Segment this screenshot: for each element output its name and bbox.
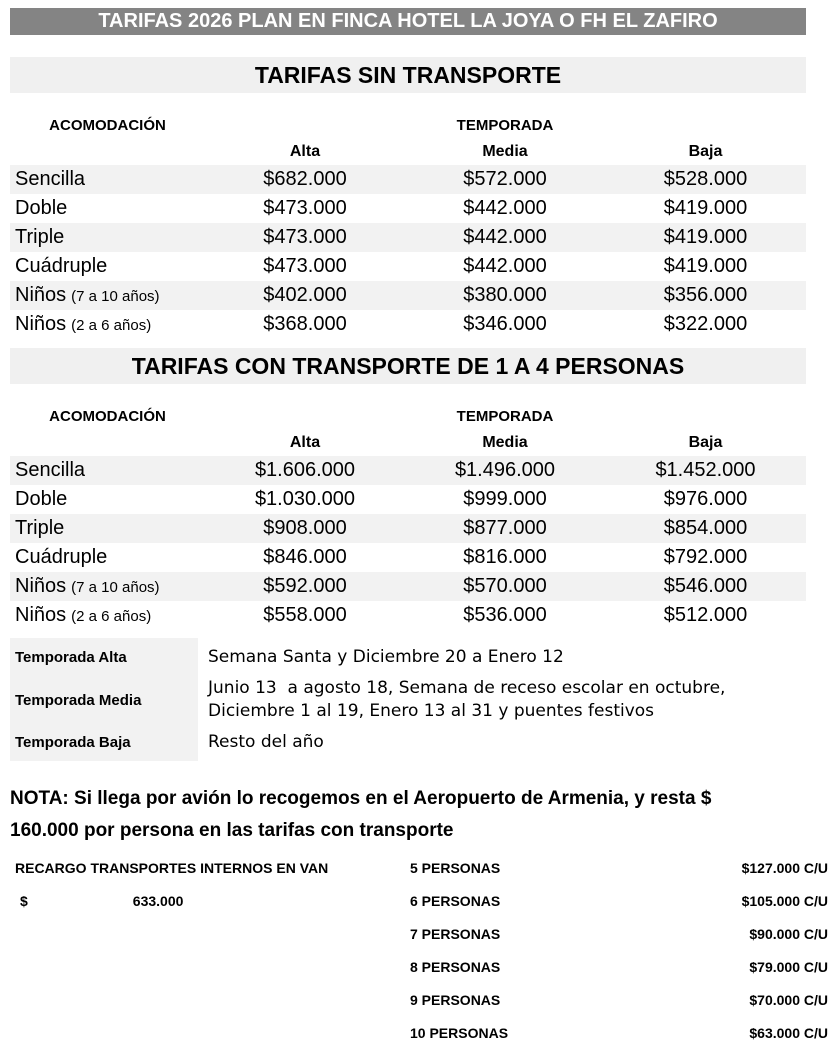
price-baja: $512.000 — [663, 604, 748, 626]
price-alta: $473.000 — [263, 197, 347, 219]
price-baja: $419.000 — [663, 226, 748, 248]
season-description-text: Semana Santa y Diciembre 20 a Enero 12 — [208, 646, 564, 667]
price-baja: $419.000 — [663, 255, 748, 277]
column-header-media: Media — [482, 433, 528, 451]
table-row — [10, 281, 806, 310]
accommodation-header: ACOMODACIÓN — [49, 117, 166, 134]
price-baja: $546.000 — [663, 575, 748, 597]
price-media: $816.000 — [463, 546, 547, 568]
section-title-con-transporte: TARIFAS CON TRANSPORTE DE 1 A 4 PERSONAS — [10, 348, 806, 384]
price-media: $536.000 — [463, 604, 547, 626]
table-header-group-row — [10, 113, 806, 138]
van-surcharge-title: RECARGO TRANSPORTES INTERNOS EN VAN — [15, 859, 329, 876]
price-media: $1.496.000 — [454, 459, 556, 481]
price-alta: $1.030.000 — [254, 488, 356, 510]
table-header-seasons-row — [10, 138, 806, 165]
price-alta: $473.000 — [263, 226, 347, 248]
price-alta: $1.606.000 — [254, 459, 356, 481]
accommodation-name: Sencilla — [15, 168, 86, 190]
price-alta: $473.000 — [263, 255, 347, 277]
column-header-alta: Alta — [289, 433, 321, 451]
table-row — [10, 572, 806, 601]
van-price: $90.000 C/U — [749, 925, 828, 942]
table-sin-transporte — [10, 113, 806, 339]
price-alta: $846.000 — [263, 546, 347, 568]
tariff-sheet — [10, 8, 828, 1046]
van-persons: 9 PERSONAS — [410, 991, 501, 1008]
currency-symbol: $ — [20, 892, 28, 909]
season-group-header: TEMPORADA — [456, 408, 554, 425]
price-baja: $792.000 — [663, 546, 748, 568]
table-row — [10, 252, 806, 281]
accommodation-name: Doble — [15, 197, 68, 219]
table-con-transporte — [10, 404, 806, 630]
price-alta: $402.000 — [263, 284, 347, 306]
accommodation-name: Triple — [15, 517, 65, 539]
van-surcharge-amount — [10, 893, 400, 909]
price-media: $570.000 — [463, 575, 547, 597]
accommodation-name: Niños — [15, 575, 67, 597]
van-persons: 5 PERSONAS — [410, 859, 501, 876]
table-row — [10, 194, 806, 223]
price-baja: $322.000 — [663, 313, 748, 335]
season-description-text: Junio 13 a agosto 18, Semana de receso escolar en octubre, Diciembre 1 al 19, Enero 13 al 31 y puentes festivos — [208, 678, 731, 721]
price-media: $572.000 — [463, 168, 547, 190]
age-note: (7 a 10 años) — [71, 288, 160, 305]
season-group-header: TEMPORADA — [456, 117, 554, 134]
season-description-baja — [198, 724, 806, 761]
van-persons: 7 PERSONAS — [410, 925, 501, 942]
van-persons: 8 PERSONAS — [410, 958, 501, 975]
accommodation-name: Cuádruple — [15, 255, 108, 277]
column-header-baja: Baja — [688, 433, 723, 451]
van-persons: 6 PERSONAS — [410, 892, 501, 909]
accommodation-name: Cuádruple — [15, 546, 108, 568]
price-media: $380.000 — [463, 284, 547, 306]
price-baja: $419.000 — [663, 197, 748, 219]
column-header-baja: Baja — [688, 142, 723, 160]
price-media: $877.000 — [463, 517, 547, 539]
price-alta: $558.000 — [263, 604, 347, 626]
van-price: $70.000 C/U — [749, 991, 828, 1008]
season-description-alta — [198, 638, 806, 676]
accommodation-header: ACOMODACIÓN — [49, 408, 166, 425]
title-banner: TARIFAS 2026 PLAN EN FINCA HOTEL LA JOYA O FH EL ZAFIRO — [10, 8, 806, 35]
price-alta: $908.000 — [263, 517, 347, 539]
van-surcharge-section — [10, 851, 830, 1046]
column-header-media: Media — [482, 142, 528, 160]
price-alta: $368.000 — [263, 313, 347, 335]
table-row — [10, 456, 806, 485]
accommodation-name: Doble — [15, 488, 68, 510]
age-note: (2 a 6 años) — [71, 608, 152, 625]
van-persons: 10 PERSONAS — [410, 1024, 509, 1041]
price-baja: $356.000 — [663, 284, 748, 306]
van-price: $79.000 C/U — [749, 958, 828, 975]
section-title-sin-transporte: TARIFAS SIN TRANSPORTE — [10, 57, 806, 93]
accommodation-name: Triple — [15, 226, 65, 248]
table-row — [10, 543, 806, 572]
season-label-media: Temporada Media — [10, 676, 198, 724]
table-header-group-row — [10, 404, 806, 429]
accommodation-name: Niños — [15, 604, 67, 626]
accommodation-name: Sencilla — [15, 459, 86, 481]
accommodation-name: Niños — [15, 284, 67, 306]
price-alta: $592.000 — [263, 575, 347, 597]
age-note: (2 a 6 años) — [71, 317, 152, 334]
amount-value: 633.000 — [132, 892, 184, 909]
table-row — [10, 514, 806, 543]
table-row — [10, 310, 806, 339]
price-media: $346.000 — [463, 313, 547, 335]
table-row — [10, 165, 806, 194]
season-label-baja: Temporada Baja — [10, 724, 198, 761]
season-label-alta: Temporada Alta — [10, 638, 198, 676]
price-baja: $1.452.000 — [655, 459, 756, 481]
table-row — [10, 485, 806, 514]
van-price: $127.000 C/U — [741, 859, 828, 876]
price-baja: $528.000 — [663, 168, 748, 190]
accommodation-name: Niños — [15, 313, 67, 335]
price-media: $442.000 — [463, 197, 547, 219]
season-description-text: Resto del año — [208, 732, 324, 752]
price-media: $999.000 — [463, 488, 547, 510]
airport-note: NOTA: Si llega por avión lo recogemos en el Aeropuerto de Armenia, y resta $ 160.000 por persona en las tarifas con transporte — [10, 788, 712, 841]
table-header-seasons-row — [10, 429, 806, 456]
price-media: $442.000 — [463, 255, 547, 277]
season-definitions — [10, 638, 806, 761]
price-media: $442.000 — [463, 226, 547, 248]
van-price: $63.000 C/U — [749, 1024, 828, 1041]
age-note: (7 a 10 años) — [71, 579, 160, 596]
table-row — [10, 601, 806, 630]
price-baja: $854.000 — [663, 517, 748, 539]
price-alta: $682.000 — [263, 168, 347, 190]
column-header-alta: Alta — [289, 142, 321, 160]
price-baja: $976.000 — [663, 488, 748, 510]
table-row — [10, 223, 806, 252]
van-price: $105.000 C/U — [741, 892, 828, 909]
season-description-media — [198, 676, 806, 724]
